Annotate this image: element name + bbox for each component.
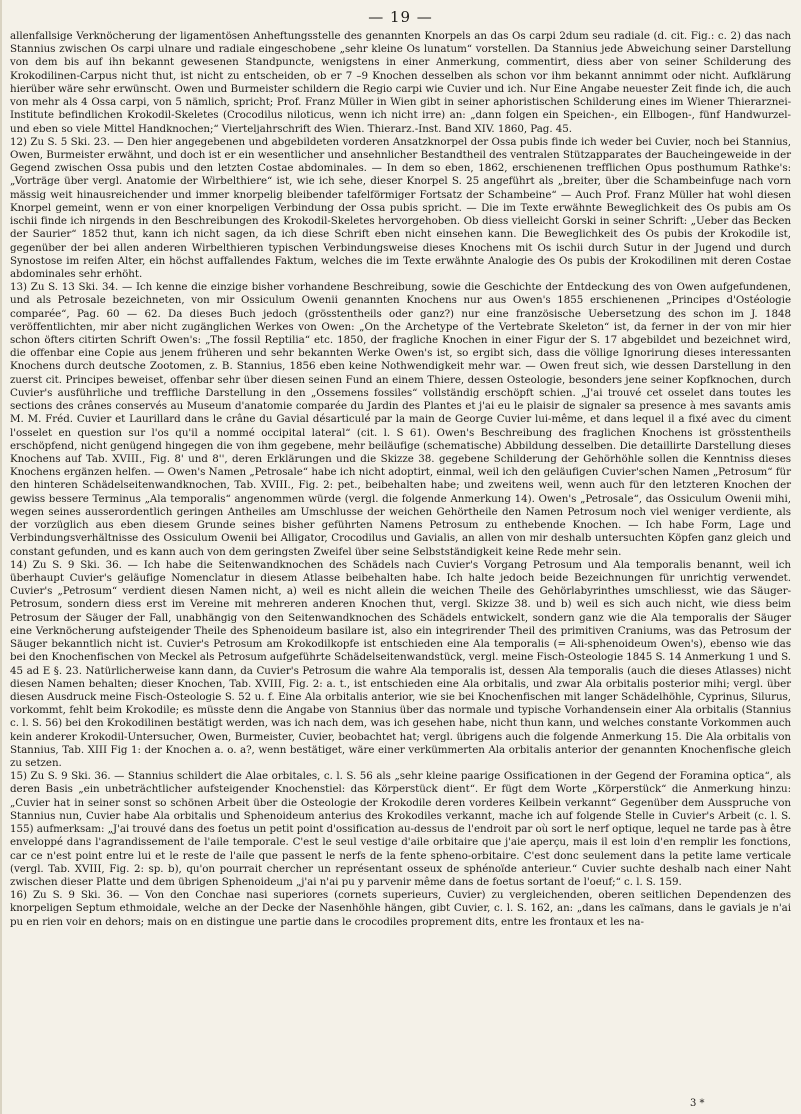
paragraph-13: 13) Zu S. 13 Ski. 34. — Ich kenne die einzige bisher vorhandene Beschreibung, sowie die Geschichte der Entdeckung des von Owen aufgefundenen, und als Petrosale bezeichneten, von mir Ossiculum Owenii genannten Knochens nur aus Owen's 1855 erschienenen „Principes d'Ostéologie comparée“, Pag. 60 — 62. Da dieses Buch jedoch (grösstentheils oder ganz?) nur eine französische Uebersetzung des schon im J. 1848 veröffentlichten, mir aber nicht zugänglichen Werkes von Owen: „On the Archetype of the Vertebrate Skeleton“ ist, da ferner in der von mir hier schon öfters citirten Schrift Owen's: „The fossil Reptilia“ etc. 1850, der fragliche Knochen in einer Figur der S. 17 abgebildet und bezeichnet wird, die offenbar eine Copie aus jenem früheren und sehr bekannten Werke Owen's ist, so ergibt sich, dass die völlige Ignorirung dieses interessanten Knochens durch deutsche Zootomen, z. B. Stannius, 1856 eben keine Nothwendigkeit mehr war. — Owen freut sich, wie dessen Darstellung in den zuerst cit. Principes beweiset, offenbar sehr über diesen seinen Fund an einem Thiere, dessen Osteologie, besonders jene seiner Kopfknochen, durch Cuvier's ausführliche und treffliche Darstellung in den „Ossemens fossiles“ vollständig erschöpft schien. „J'ai trouvé cet osselet dans toutes les sections des crânes conservés au Museum d'anatomie comparée du Jardin des Plantes et j'ai eu le plaisir de signaler sa presence à mes savants amis M. M. Fréd. Cuvier et Laurillard dans le crâne du Gavial désarticulé par la main de George Cuvier lui-même, et dans lequel il a fixé avec du ciment l'osselet en question sur l'os qu'il a nommé occipital lateral“ (cit. l. S 61). Owen's Beschreibung des fraglichen Knochens ist grösstentheils erschöpfend, nicht genügend hingegen die von ihm gegebene, mehr beiläufige (schematische) Abbildung desselben. Die detaillirte Darstellung dieses Knochens auf Tab. XVIII., Fig. 8' und 8'', deren Erklärungen und die Skizze 38. gegebene Schilderung der Gehörhöhle sollen die Kenntniss dieses Knochens ergänzen helfen. — Owen's Namen „Petrosale“ habe ich nicht adoptirt, einmal, weil ich den geläufigen Cuvier'schen Namen „Petrosum“ für den hinteren Schädelseitenwandknochen, Tab. XVIII., Fig. 2: pet., beibehalten habe; und zweitens weil, wenn auch für den letzteren Knochen der gewiss bessere Terminus „Ala temporalis“ angenommen würde (vergl. die folgende Anmerkung 14). Owen's „Petrosale“, das Ossiculum Owenii mihi, wegen seines ausserordentlich geringen Antheiles am Umschlusse der weichen Gehörtheile den Namen Petrosum noch viel weniger verdiente, als der vorzüglich aus eben diesem Grunde seines bisher geführten Namens Petrosum zu enthebende Knochen. — Ich habe Form, Lage und Verbindungsverhältnisse des Ossiculum Owenii bei Alligator, Crocodilus und Gavialis, an allen von mir deshalb untersuchten Köpfen ganz gleich und constant gefunden, und es kann auch von dem geringsten Zweifel über seine Selbstständigkeit keine Rede mehr sein. (10, 281, 791, 558)
signature-mark: 3 * (690, 1098, 705, 1109)
paragraph-14: 14) Zu S. 9 Ski. 36. — Ich habe die Seitenwandknochen des Schädels nach Cuvier's Vorgang Petrosum und Ala temporalis benannt, weil ich überhaupt Cuvier's geläufige Nomenclatur in diesem Atlasse beibehalten habe. Ich halte jedoch beide Bezeichnungen für unrichtig verwendet. Cuvier's „Petrosum“ verdient diesen Namen nicht, a) weil es nicht allein die weichen Theile des Gehörlabyrinthes umschliesst, wie das Säuger-Petrosum, sondern diess erst im Vereine mit mehreren anderen Knochen thut, vergl. Skizze 38. und b) weil es sich auch nicht, wie diess beim Petrosum der Säuger der Fall, unabhängig von den Seitenwandknochen des Schädels entwickelt, sondern ganz wie die Ala temporalis der Säuger eine Verknöcherung aufsteigender Theile des Sphenoideum basilare ist, also ein integrirender Theil des primitiven Craniums, was das Petrosum der Säuger bekanntlich nicht ist. Cuvier's Petrosum am Krokodilkopfe ist entschieden eine Ala temporalis (= Ali-sphenoideum Owen's), ebenso wie das bei den Knochenfischen von Meckel als Petrosum aufgeführte Schädelseitenwandstück, vergl. meine Fisch-Osteologie 1845 S. 14 Anmerkung 1 und S. 45 ad E §. 23. Natürlicherweise kann dann, da Cuvier's Petrosum die wahre Ala temporalis ist, dessen Ala temporalis (auch die dieses Atlasses) nicht diesen Namen behalten; dieser Knochen, Tab. XVIII, Fig. 2: a. t., ist entschieden eine Ala orbitalis, und zwar Ala orbitalis posterior mihi; vergl. über diesen Ausdruck meine Fisch-Osteologie S. 52 u. f. Eine Ala orbitalis anterior, wie sie bei Knochenfischen mit langer Schädelhöhle, Cyprinus, Silurus, vorkommt, fehlt beim Krokodile; es müsste denn die Angabe von Stannius über das normale und typische Vorhandensein einer Ala orbitalis (Stannius c. l. S. 56) bei den Krokodilinen bestätigt werden, was ich nach dem, was ich gesehen habe, nicht thun kann, und welches constante Vorkommen auch kein anderer Krokodil-Untersucher, Owen, Burmeister, Cuvier, beobachtet hat; vergl. übrigens auch die folgende Anmerkung 15. Die Ala orbitalis von Stannius, Tab. XIII Fig 1: der Knochen a. o. a?, wenn bestätiget, wäre einer verkümmerten Ala orbitalis anterior der genannten Knochenfische gleich zu setzen. (10, 558, 791, 770)
footnote-text-block (10, 30, 791, 929)
paragraph-12: 12) Zu S. 5 Ski. 23. — Den hier angegebenen und abgebildeten vorderen Ansatzknorpel der Ossa pubis finde ich weder bei Cuvier, noch bei Stannius, Owen, Burmeister erwähnt, und doch ist er ein wesentlicher und ansehnlicher Bestandtheil des ventralen Stützapparates der Baucheingeweide in der Gegend zwischen Ossa pubis und den letzten Costae abdominales. — In dem so eben, 1862, erschienenen trefflichen Opus posthumum Rathke's: „Vorträge über vergl. Anatomie der Wirbelthiere“ ist, wie ich sehe, dieser Knorpel S. 25 angeführt als „breiter, über die Schambeinfuge nach vorn mässig weit hinausreichender und immer knorpelig bleibender tafelförmiger Fortsatz der Schambeine“ — Auch Prof. Franz Müller hat wohl diesen Knorpel gemeint, wenn er von einer knorpeligen Verbindung der Ossa pubis spricht. — Die im Texte erwähnte Beweglichkeit des Os pubis am Os ischii finde ich nirgends in den Beschreibungen des Krokodil-Skeletes hervorgehoben. Ob diess vielleicht Gorski in seiner Schrift: „Ueber das Becken der Saurier“ 1852 thut, kann ich nicht sagen, da ich diese Schrift eben nicht einsehen kann. Die Beweglichkeit des Os pubis der Krokodile ist, gegenüber der bei allen anderen Wirbelthieren typischen Verbindungsweise dieses Knochens mit Os ischii durch Sutur in der Jugend und durch Synostose im reifen Alter, ein höchst auffallendes Faktum, welches die im Texte erwähnte Analogie des Os pubis der Krokodilinen mit deren Costae abdominales sehr erhöht. (10, 135, 791, 280)
paragraph-15: 15) Zu S. 9 Ski. 36. — Stannius schildert die Alae orbitales, c. l. S. 56 als „sehr kleine paarige Ossificationen in der Gegend der Foramina optica“, als deren Basis „ein unbeträchtlicher aufsteigender Knochenstiel: das Körperstück dient“. Er fügt dem Worte „Körperstück“ die Anmerkung hinzu: „Cuvier hat in seiner sonst so schönen Arbeit über die Osteologie der Krokodile deren vorderes Keilbein verkannt“ Gegenüber dem Ausspruche von Stannius nun, Cuvier habe Ala orbitalis und Sphenoideum anterius des Krokodiles verkannt, mache ich auf folgende Stelle in Cuvier's Arbeit (c. l. S. 155) aufmerksam: „J'ai trouvé dans des foetus un petit point d'ossification au-dessus de l'endroit par où sort le nerf optique, lequel ne tarde pas à être enveloppé dans l'agrandissement de l'aile temporale. C'est le seul vestige d'aile orbitaire que j'aie aperçu, mais il est loin d'en remplir les fonctions, car ce n'est point entre lui et le reste de l'aile que passent le nerfs de la fente spheno-orbitaire. C'est donc seulement dans la petite lame verticale (vergl. Tab. XVIII, Fig. 2: sp. b), qu'on pourrait chercher un représentant osseux de sphénoïde anterieur.“ Cuvier suchte deshalb nach einer Naht zwischen dieser Platte und dem übrigen Sphenoideum „j'ai n'ai pu y parvenir même dans de foetus sortant de l'oeuf;“ c. l. S. 159. (10, 770, 791, 888)
paragraph-16: 16) Zu S. 9 Ski. 36. — Von den Conchae nasi superiores (cornets superieurs, Cuvier) zu vergleichenden, oberen seitlichen Dependenzen des knorpeligen Septum ethmoidale, welche an der Decke der Nasenhöhle hängen, gibt Cuvier, c. l. S. 162, an: „dans les caïmans, dans le gavials je n'ai pu en rien voir en dehors; mais on en distingue une partie dans le crocodiles proprement dits, entre les frontaux et les na- (10, 889, 791, 928)
page-edge-shadow (0, 0, 2, 1114)
paragraph-11-continuation: allenfallsige Verknöcherung der ligamentösen Anheftungsstelle des genannten Knorpels an das Os carpi 2dum seu radiale (d. cit. Fig.: c. 2) das nach Stannius zwischen Os carpi ulnare und radiale eingeschobene „sehr kleine Os lunatum“ vorstellen. Da Stannius jede Abweichung seiner Darstellung von dem bis auf ihn bekannt gewesenen Standpuncte, wenigstens in einer Anmerkung, commentirt, diess aber von seiner Schilderung des Krokodilinen-Carpus nicht thut, ist nicht zu entscheiden, ob er 7 –9 Knochen desselben als schon vor ihm bekannt annimmt oder nicht. Aufklärung hierüber wäre sehr erwünscht. Owen und Burmeister schildern die Regio carpi wie Cuvier und ich. Nur Eine Angabe neuester Zeit finde ich, die auch von mehr als 4 Ossa carpi, von 5 nämlich, spricht; Prof. Franz Müller in Wien gibt in seiner aphoristischen Schilderung eines im Wiener Thierarznei-Institute befindlichen Krokodil-Skeletes (Crocodilus niloticus, wenn ich nicht irre) an: „dann folgen ein Speichen-, ein Ellbogen-, fünf Handwurzel- und eben so viele Mittel Handknochen;“ Vierteljahrschrift des Wien. Thierarz.-Inst. Band XIV. 1860, Pag. 45. (10, 30, 791, 135)
page-number: — 19 — (368, 8, 433, 26)
